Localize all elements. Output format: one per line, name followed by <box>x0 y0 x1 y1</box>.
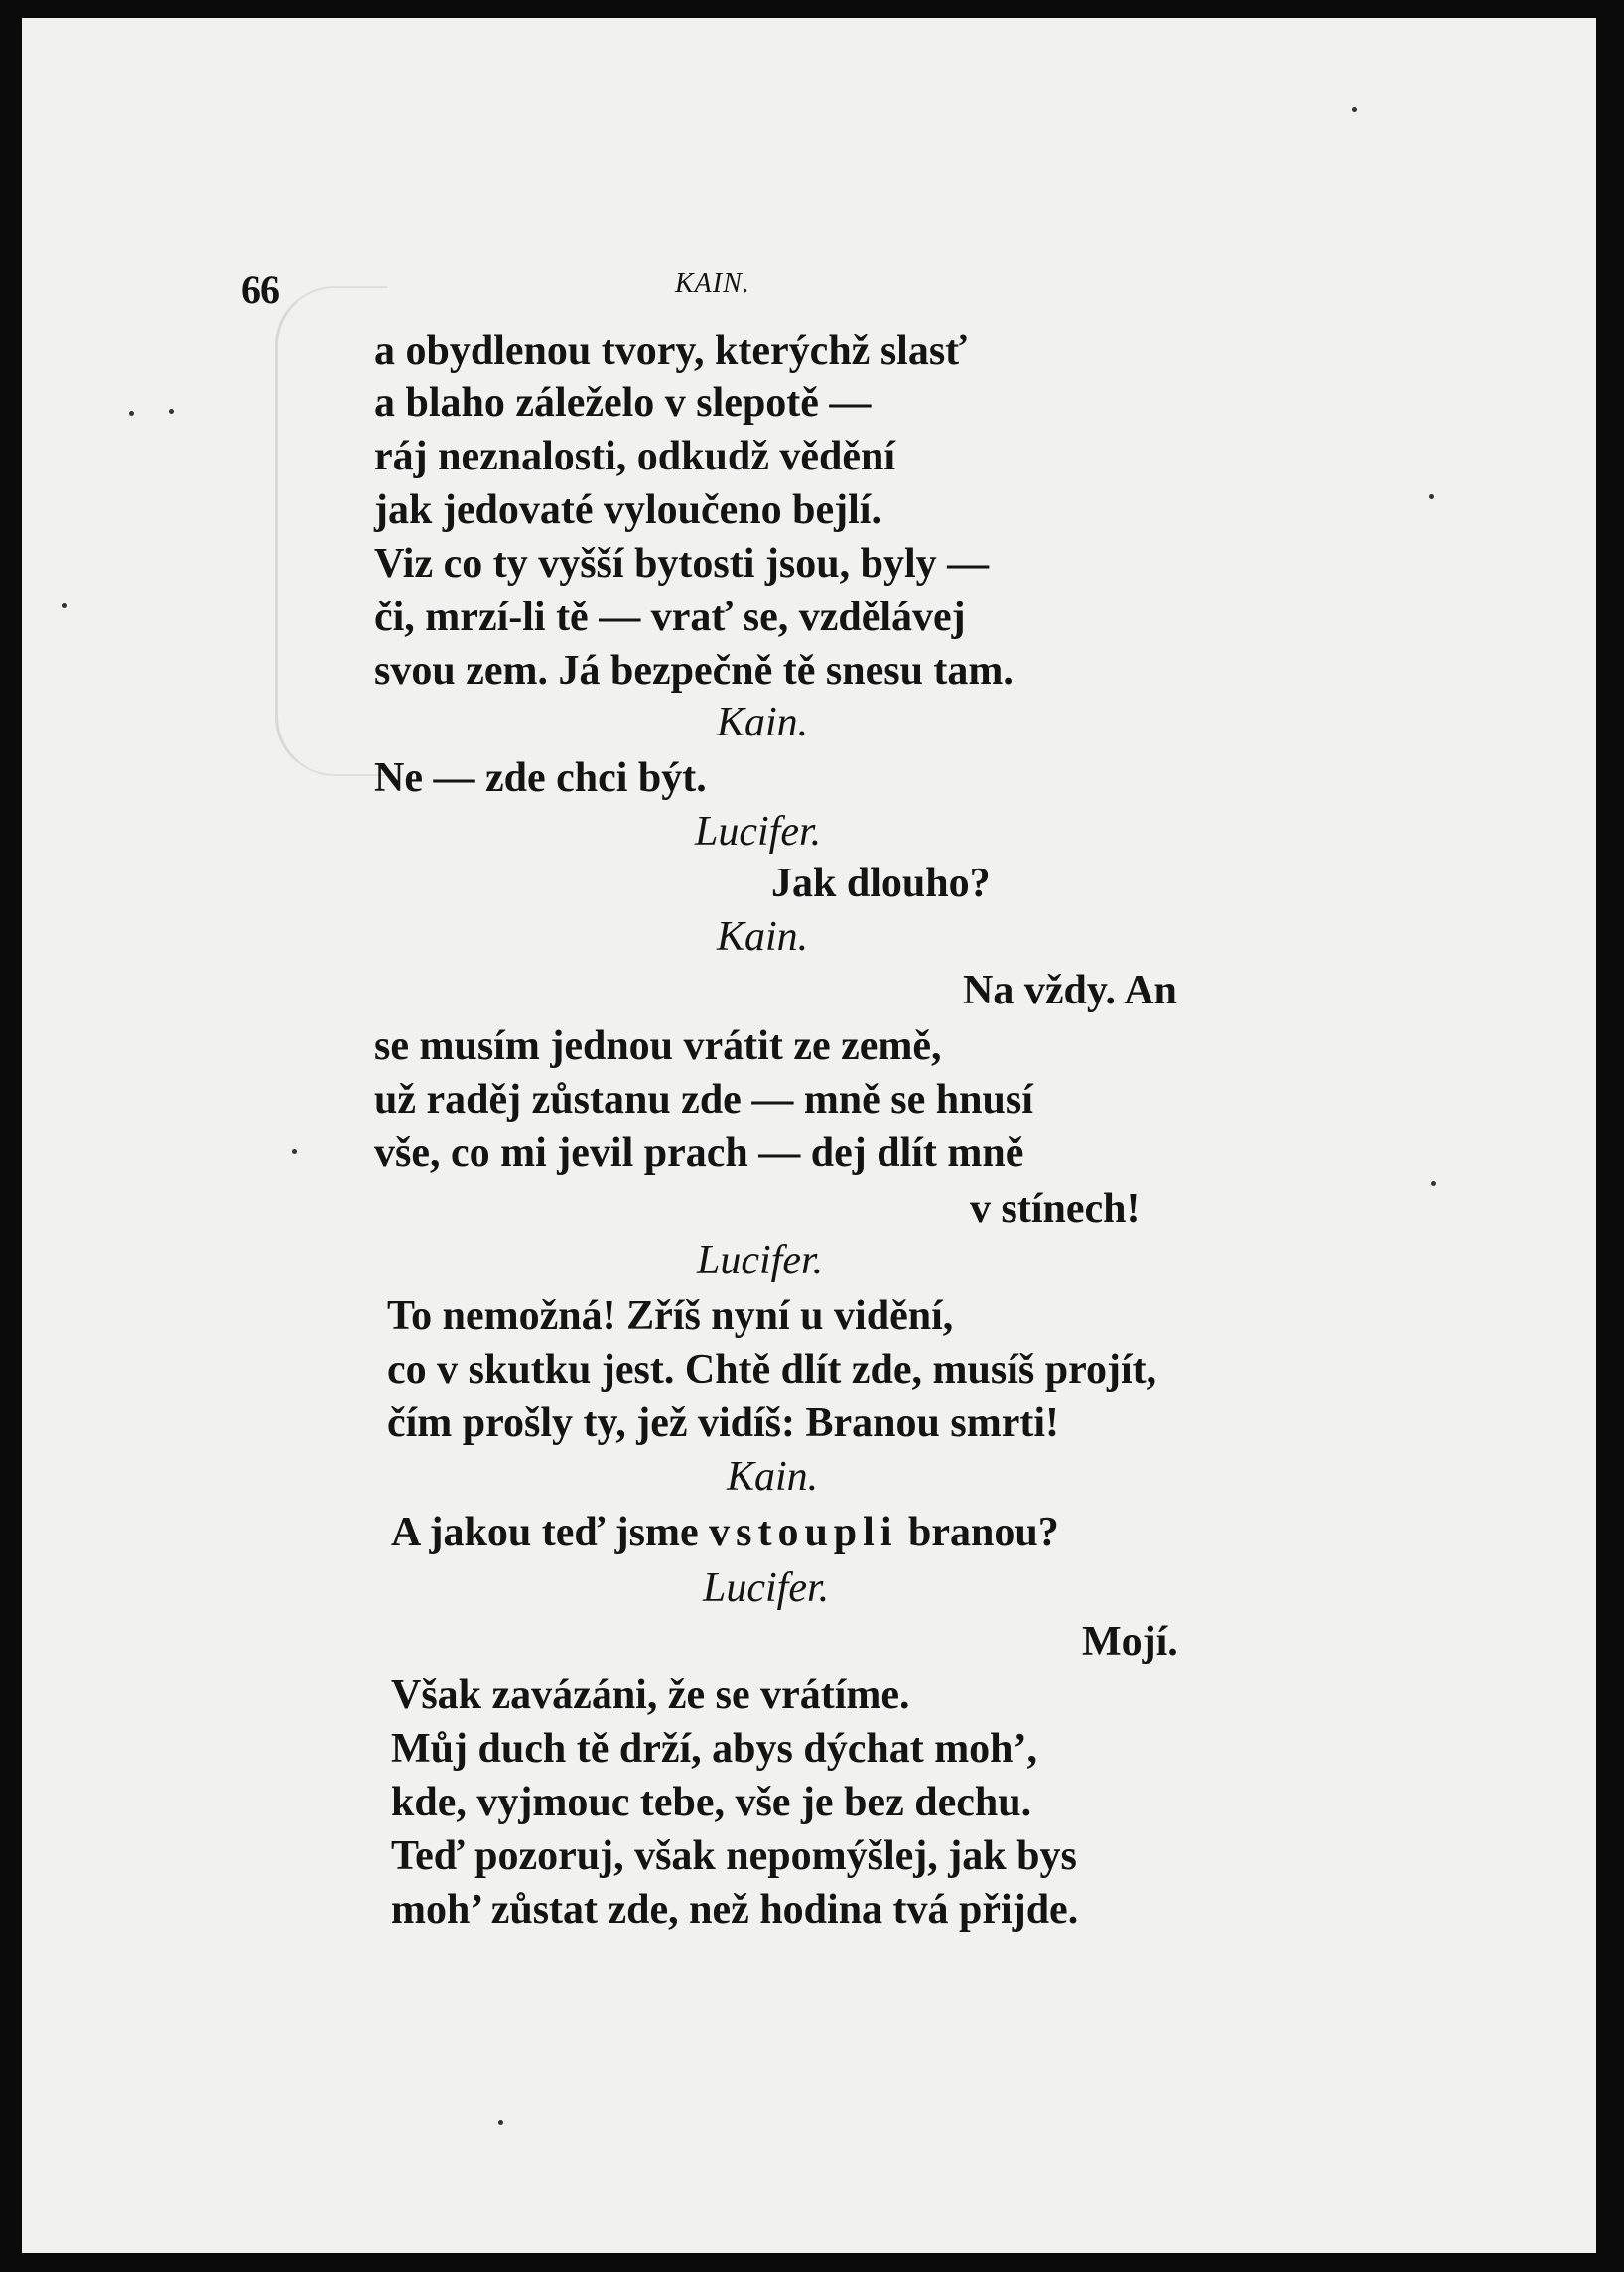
speck <box>1352 107 1357 112</box>
verse-line: Mojí. <box>1082 1619 1178 1665</box>
verse-line: svou zem. Já bezpečně tě snesu tam. <box>374 648 1014 694</box>
verse-line: jak jedovaté vyloučeno bejlí. <box>374 487 881 533</box>
speaker-name: Kain. <box>727 1454 819 1500</box>
speck <box>1431 1181 1436 1186</box>
speck <box>129 411 134 416</box>
verse-line: a blaho záleželo v slepotě — <box>374 380 872 426</box>
speck <box>292 1149 297 1154</box>
verse-line: už raděj zůstanu zde — mně se hnusí <box>374 1077 1033 1123</box>
speaker-name: Kain. <box>717 700 809 745</box>
speaker-name: Lucifer. <box>697 1238 824 1283</box>
verse-line: Ne — zde chci být. <box>374 755 707 801</box>
verse-line: Můj duch tě drží, abys dýchat moh’, <box>391 1726 1038 1772</box>
book-page <box>22 18 1596 2253</box>
page-header <box>22 254 1596 314</box>
speck <box>62 603 67 608</box>
verse-line: ráj neznalosti, odkudž vědění <box>374 434 896 479</box>
verse-segment: A jakou teď jsme <box>391 1510 699 1555</box>
verse-line <box>391 1509 1059 1556</box>
verse-line: moh’ zůstat zde, než hodina tvá přijde. <box>391 1887 1079 1933</box>
running-title: KAIN. <box>675 268 750 299</box>
verse-line: či, mrzí-li tě — vrať se, vzdělávej <box>374 595 966 640</box>
verse-line: vše, co mi jevil prach — dej dlít mně <box>374 1131 1024 1176</box>
speaker-name: Kain. <box>717 914 809 960</box>
verse-line: v stínech! <box>970 1186 1141 1232</box>
verse-line: Viz co ty vyšší bytosti jsou, byly — <box>374 541 990 587</box>
speck <box>169 409 174 414</box>
verse-line: Však zavázáni, že se vrátíme. <box>391 1672 910 1718</box>
verse-line: se musím jednou vrátit ze země, <box>374 1023 942 1069</box>
speck <box>1429 494 1434 499</box>
emphasized-word: vstoupli <box>709 1510 898 1555</box>
verse-line: a obydlenou tvory, kterýchž slasť <box>374 329 968 374</box>
verse-line: Teď pozoruj, však nepomýšlej, jak bys <box>391 1833 1077 1879</box>
verse-line: To nemožná! Zříš nyní u vidění, <box>387 1293 954 1339</box>
verse-line: Na vždy. An <box>963 968 1177 1013</box>
verse-segment: branou? <box>908 1510 1059 1555</box>
margin-mark <box>275 286 387 776</box>
verse-line: čím prošly ty, jež vidíš: Branou smrti! <box>387 1401 1060 1446</box>
verse-line: kde, vyjmouc tebe, vše je bez dechu. <box>391 1780 1032 1825</box>
speaker-name: Lucifer. <box>695 809 822 855</box>
page-number: 66 <box>241 267 279 312</box>
speaker-name: Lucifer. <box>703 1565 830 1611</box>
verse-line: co v skutku jest. Chtě dlít zde, musíš projít, <box>387 1347 1157 1393</box>
verse-line: Jak dlouho? <box>771 861 991 906</box>
speck <box>498 2120 503 2125</box>
